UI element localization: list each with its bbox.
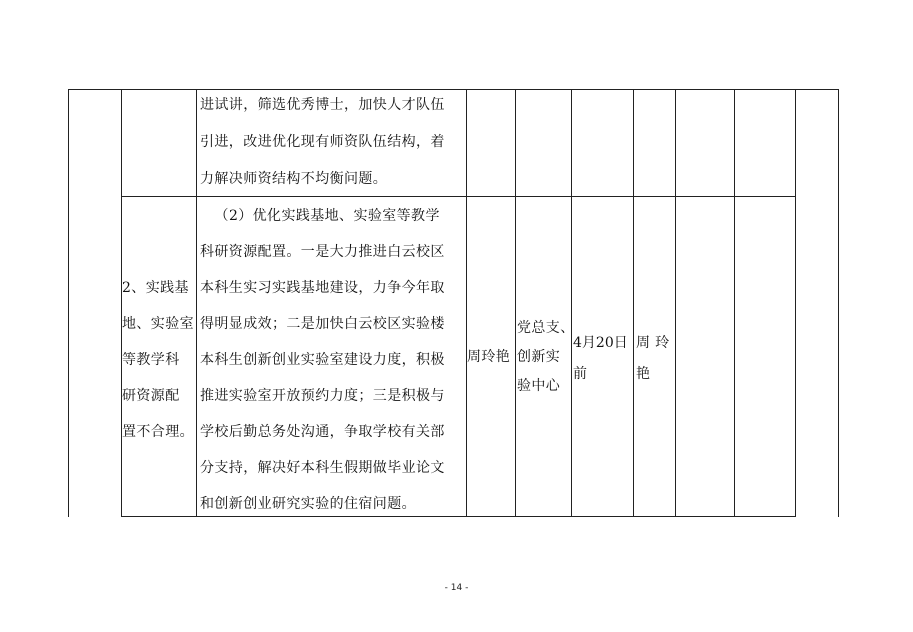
table-border — [68, 89, 839, 90]
table-border — [68, 89, 69, 517]
deadline-text-line: 4月20日 — [573, 335, 628, 351]
table-border — [121, 89, 122, 517]
issue-text-line: 置不合理。 — [122, 424, 194, 440]
table-border — [196, 89, 197, 517]
owner-text-line: 艳 — [636, 366, 651, 382]
table-border — [675, 89, 676, 517]
issue-text-line: 2、实践基 — [122, 280, 189, 296]
plan-text-line: 得明显成效；二是加快白云校区实验楼 — [200, 316, 445, 332]
plan-text-line: （2）优化实践基地、实验室等教学 — [200, 208, 440, 224]
dept-text-line: 党总支、 — [517, 320, 575, 336]
plan-text-line: 和创新创业研究实验的住宿问题。 — [200, 496, 416, 512]
table-border — [515, 89, 516, 517]
table-border — [734, 89, 735, 517]
table-border — [571, 89, 572, 517]
dept-text-line: 创新实 — [517, 349, 561, 365]
plan-text-line: 力解决师资结构不均衡问题。 — [200, 171, 388, 187]
plan-text-line: 本科生实习实践基地建设，力争今年取 — [200, 280, 445, 296]
plan-text-line: 推进实验室开放预约力度；三是积极与 — [200, 388, 445, 404]
owner-text-line: 周 玲 — [636, 335, 670, 351]
table-border — [633, 89, 634, 517]
table-border — [121, 196, 795, 197]
leader-cell: 周玲艳 — [467, 349, 511, 365]
plan-text-line: 进试讲，筛选优秀博士，加快人才队伍 — [200, 97, 445, 113]
issue-text-line: 地、实验室 — [122, 316, 194, 332]
deadline-text-line: 前 — [573, 366, 588, 382]
plan-text-line: 分支持，解决好本科生假期做毕业论文 — [200, 460, 445, 476]
plan-text-line: 本科生创新创业实验室建设力度，积极 — [200, 352, 445, 368]
plan-text-line: 学校后勤总务处沟通，争取学校有关部 — [200, 424, 445, 440]
issue-text-line: 研资源配 — [122, 388, 180, 404]
page-number: - 14 - — [444, 583, 469, 593]
plan-text-line: 科研资源配置。一是大力推进白云校区 — [200, 244, 445, 260]
dept-text-line: 验中心 — [517, 378, 561, 394]
issue-text-line: 等教学科 — [122, 352, 180, 368]
table-border — [838, 89, 839, 517]
table-border — [795, 89, 796, 517]
plan-text-line: 引进，改进优化现有师资队伍结构，着 — [200, 134, 445, 150]
